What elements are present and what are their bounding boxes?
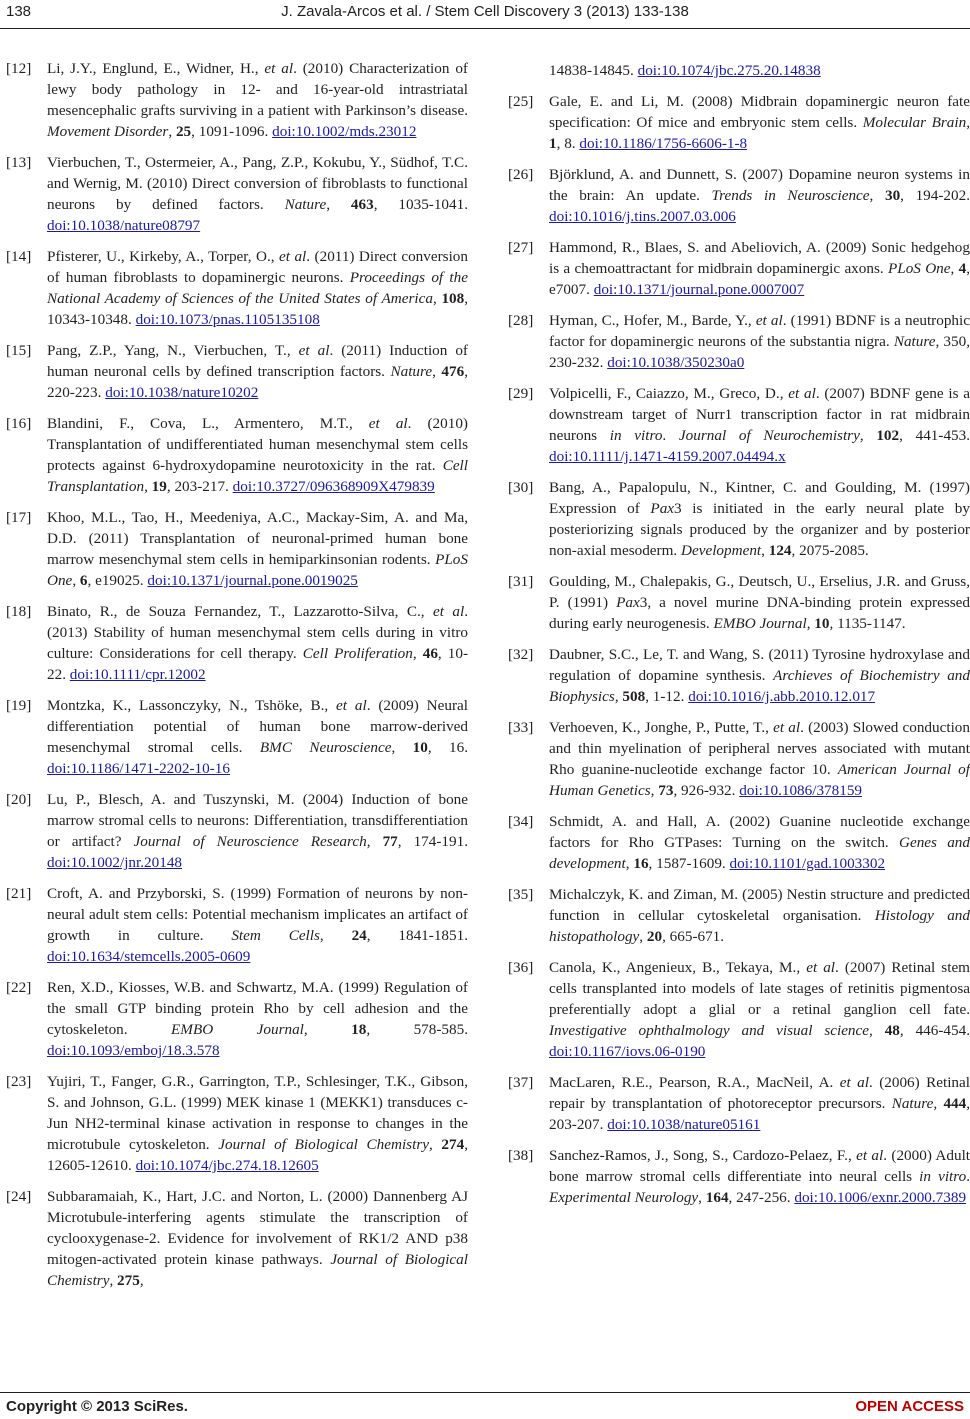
journal-name: EMBO Journal — [171, 1021, 304, 1038]
reference-number: [35] — [508, 886, 534, 903]
journal-name: Stem Cells — [231, 927, 320, 944]
journal-name: Trends in Neuroscience — [711, 187, 870, 204]
reference-item: [30] Bang, A., Papalopulu, N., Kintner, C. and Goulding, M. (1997) Expression of Pax3 is initiated in the early neural plate by posteriorizing signals produced by the organizer and by posterior non-axial mesoderm. Development, 124, 2075-2085. — [508, 479, 970, 559]
separator: , — [303, 1021, 352, 1038]
volume: 20 — [646, 928, 663, 945]
separator: , — [933, 1095, 944, 1112]
reference-item — [6, 977, 468, 1061]
reference-title: . (2013) Stability of human mesenchymal stem cells during in vitro culture: Considerations for cell therapy. — [47, 603, 468, 662]
reference-authors-title: Gale, E. and Li, M. (2008) Midbrain dopaminergic neuron fate specification: Of mice and embryonic stem cells. — [549, 93, 970, 131]
volume: 508 — [622, 688, 646, 705]
volume: 10 — [412, 739, 428, 756]
reference-title: 3, a novel murine DNA-binding protein expressed during early neurogenesis. — [549, 594, 970, 632]
header-rule — [0, 28, 970, 29]
open-access-label: OPEN ACCESS — [855, 1398, 964, 1415]
reference-item: [28] Hyman, C., Hofer, M., Barde, Y., et al. (1991) BDNF is a neutrophic factor for dopaminergic neurons of the substantia nigra. Nature, 350, 230-232. doi:10.1038/350230a0 — [508, 312, 970, 371]
volume: 1 — [549, 135, 557, 152]
et-al: et al — [279, 248, 307, 265]
reference-item — [508, 644, 970, 707]
doi-link[interactable]: doi:10.1016/j.tins.2007.03.006 — [549, 208, 736, 225]
reference-number: [22] — [6, 979, 32, 996]
reference-title: . (2010) Characterization of lewy body pathology in 12- and 16-year-old intrastriatal mesencephalic grafts surviving in a patient with Parkinson’s disease. — [47, 60, 468, 119]
volume: 274 — [441, 1136, 465, 1153]
separator: . — [966, 1168, 970, 1185]
footer-rule — [0, 1392, 970, 1393]
reference-item — [508, 957, 970, 1062]
reference-number: [14] — [6, 248, 32, 265]
reference-number: [19] — [6, 697, 32, 714]
reference-item — [508, 164, 970, 227]
separator: , — [428, 1136, 442, 1153]
reference-authors-title: Khoo, M.L., Tao, H., Meedeniya, A.C., Mackay-Sim, A. and Ma, D.D. (2011) Transplantation of neuronal-primed human bone marrow mesenchymal stem cells in hemiparkinsonian rodents. — [47, 509, 468, 568]
volume: 73 — [658, 782, 674, 799]
reference-number: [28] — [508, 312, 534, 329]
journal-name: PLoS One — [47, 551, 468, 589]
pages: , 1035-1041. — [373, 196, 469, 213]
reference-item — [508, 717, 970, 801]
reference-number: [13] — [6, 154, 32, 171]
separator: , — [432, 290, 442, 307]
separator: , — [366, 833, 383, 850]
reference-title: . (2011) Direct conversion of human fibroblasts to dopaminergic neurons. — [47, 248, 468, 286]
doi-link[interactable]: doi:10.1016/j.abb.2010.12.017 — [688, 688, 876, 705]
et-al: et al — [839, 1074, 869, 1091]
reference-item — [508, 884, 970, 947]
doi-link[interactable]: doi:10.1111/cpr.12002 — [69, 666, 206, 683]
journal-name: Development — [681, 542, 762, 559]
reference-authors-title: Björklund, A. and Dunnett, S. (2007) Dopamine neuron systems in the brain: An update. — [549, 166, 970, 204]
reference-item: [29] Volpicelli, F., Caiazzo, M., Greco, D., et al. (2007) BDNF gene is a downstream target of Nurr1 transcription factor in rat midbrain neurons in vitro. Journal of Neurochemistry, 102, 441-453. doi:10.1111/j.1471-4159.2007.04494.x — [508, 385, 970, 465]
journal-name: Nature — [891, 1095, 934, 1112]
doi-link[interactable]: doi:10.1111/j.1471-4159.2007.04494.x — [549, 448, 786, 465]
et-al: et al — [264, 60, 294, 77]
pages: 14838-14845. — [549, 62, 638, 79]
reference-number: [25] — [508, 93, 534, 110]
reference-number: [26] — [508, 166, 534, 183]
et-al: et al — [788, 385, 816, 402]
journal-name: Journal of Biological Chemistry — [218, 1136, 429, 1153]
reference-title: . (2000) Adult bone marrow stromal cells differentiate into neural cells — [549, 1147, 970, 1185]
doi-link[interactable]: doi:10.1074/jbc.274.18.12605 — [135, 1157, 319, 1174]
journal-name: Cell Transplantation — [47, 457, 468, 495]
reference-authors-title: Goulding, M., Chalepakis, G., Deutsch, U., Erselius, J.R. and Gruss, P. (1991) — [549, 573, 970, 611]
separator: , — [966, 114, 970, 131]
doi-link[interactable]: doi:10.1006/exnr.2000.7389 — [794, 1189, 967, 1206]
separator: , — [950, 260, 959, 277]
reference-authors-title: Li, J.Y., Englund, E., Widner, H., — [47, 60, 265, 77]
pages: , 10-22. — [47, 645, 469, 683]
reference-continuation — [508, 60, 970, 81]
reference-authors-title: Lu, P., Blesch, A. and Tuszynski, M. (2004) Induction of bone marrow stromal cells to neurons: Differentiation, transdifferentiation or artifact? — [47, 791, 468, 850]
reference-authors-title: Hammond, R., Blaes, S. and Abeliovich, A. (2009) Sonic hedgehog is a chemoattractant for midbrain dopaminergic axons. — [549, 239, 970, 277]
separator: , — [109, 1272, 118, 1289]
journal-name: in vitro — [609, 427, 663, 444]
pages: , 1841-1851. — [366, 927, 468, 944]
volume: 164 — [705, 1189, 729, 1206]
volume: 77 — [382, 833, 398, 850]
pages: , 441-453. — [899, 427, 970, 444]
reference-authors-title: Schmidt, A. and Hall, A. (2002) Guanine nucleotide exchange factors for Rho GTPases: Turning on the switch. — [549, 813, 970, 851]
doi-link[interactable]: doi:10.1002/jnr.20148 — [47, 854, 183, 871]
reference-number: [36] — [508, 959, 534, 976]
separator: . — [662, 427, 679, 444]
separator: , — [319, 927, 352, 944]
left-column — [6, 58, 468, 1301]
separator: , — [869, 1022, 885, 1039]
reference-number: [16] — [6, 415, 32, 432]
reference-item — [6, 1186, 468, 1291]
reference-number: [17] — [6, 509, 32, 526]
reference-number: [32] — [508, 646, 534, 663]
pages: , 926-932. — [673, 782, 740, 799]
pages: , 1587-1609. — [648, 855, 730, 872]
reference-number: [38] — [508, 1147, 534, 1164]
pages: , 446-454. — [899, 1022, 970, 1039]
pages: , 247-256. — [728, 1189, 795, 1206]
separator: , — [326, 196, 351, 213]
journal-name: Nature — [390, 363, 433, 380]
reference-item — [6, 413, 468, 497]
doi-link[interactable]: doi:10.1101/gad.1003302 — [729, 855, 886, 872]
separator: , — [869, 187, 885, 204]
volume: 463 — [350, 196, 374, 213]
journal-name: in vitro — [919, 1168, 967, 1185]
volume: 102 — [876, 427, 900, 444]
reference-item — [508, 811, 970, 874]
reference-title: . (2007) BDNF gene is a downstream target of Nurr1 transcription factor in rat midbrain neurons — [549, 385, 970, 444]
volume: 275 — [117, 1272, 140, 1289]
volume: 476 — [441, 363, 465, 380]
reference-authors-title: Michalczyk, K. and Ziman, M. (2005) Nestin structure and predicted function in cellular cytoskeletal organisation. — [549, 886, 970, 924]
journal-name: Archieves of Biochemistry and Biophysics — [549, 667, 970, 705]
volume: 124 — [768, 542, 792, 559]
reference-authors-title: Bang, A., Papalopulu, N., Kintner, C. and Goulding, M. (1997) Expression of — [549, 479, 970, 517]
reference-number: [29] — [508, 385, 534, 402]
reference-title: . (1991) BDNF is a neutrophic factor for dopaminergic neurons of the substantia nigra. — [549, 312, 970, 350]
volume: 46 — [422, 645, 438, 662]
separator: , — [639, 928, 647, 945]
pages: , 220-223. — [47, 363, 468, 401]
reference-number: [12] — [6, 60, 32, 77]
reference-item — [6, 246, 468, 330]
reference-title: . (2007) Retinal stem cells transplanted into models of late stages of retinitis pigmentosa preferentially adopt a glial or a retinal ganglion cell fate. — [549, 959, 970, 1018]
et-al: et al — [368, 415, 408, 432]
journal-name: Movement Disorder — [47, 123, 169, 140]
reference-title: . (2010) Transplantation of undifferentiated human mesenchymal stem cells protects against 6-hydroxydopamine neurotoxicity in the rat. — [47, 415, 468, 474]
reference-authors-title: Subbaramaiah, K., Hart, J.C. and Norton, L. (2000) Dannenberg AJ Microtubule-interfering agents stimulate the transcription of cyclooxygenase-2. Evidence for involvement of RK1/2 AND p38 mitogen-activated protein kinase pathways. — [47, 1188, 468, 1268]
journal-name: Journal of Neurochemistry — [678, 427, 860, 444]
reference-item — [508, 91, 970, 154]
reference-item — [6, 1071, 468, 1176]
reference-number: [20] — [6, 791, 32, 808]
reference-authors-title: Blandini, F., Cova, L., Armentero, M.T., — [47, 415, 369, 432]
doi-link[interactable]: doi:10.1186/1471-2202-10-16 — [47, 760, 230, 777]
et-al: et al — [856, 1147, 884, 1164]
journal-name: PLoS One — [887, 260, 951, 277]
journal-name: Molecular Brain — [862, 114, 967, 131]
journal-name: BMC Neuroscience — [259, 739, 392, 756]
reference-item: [38] Sanchez-Ramos, J., Song, S., Cardozo-Pelaez, F., et al. (2000) Adult bone marrow stromal cells differentiate into neural cells in vitro. Experimental Neurology, 164, 247-256. doi:10.1006/exnr.2000.7389 — [508, 1147, 970, 1206]
journal-name: Proceedings of the National Academy of Sciences of the United States of America — [47, 269, 468, 307]
reference-authors-title: Ren, X.D., Kiosses, W.B. and Schwartz, M.A. (1999) Regulation of the small GTP binding protein Rho by cell adhesion and the cytoskeleton. — [47, 979, 468, 1038]
journal-name: Pax — [616, 594, 640, 611]
doi-link[interactable]: doi:10.1371/journal.pone.0019025 — [147, 572, 358, 589]
journal-name: Histology and histopathology — [549, 907, 970, 945]
right-column — [508, 60, 970, 1218]
reference-authors-title: Pfisterer, U., Kirkeby, A., Torper, O., — [47, 248, 280, 265]
reference-item — [6, 58, 468, 142]
reference-number: [21] — [6, 885, 32, 902]
volume: 48 — [884, 1022, 900, 1039]
pages: , 203-217. — [166, 478, 233, 495]
pages: , 16. — [427, 739, 469, 756]
et-al: et al — [773, 719, 801, 736]
pages: , — [139, 1272, 144, 1289]
volume: 24 — [351, 927, 367, 944]
doi-link[interactable]: doi:10.3727/096368909X479839 — [232, 478, 435, 495]
volume: 25 — [175, 123, 192, 140]
journal-name: EMBO Journal — [713, 615, 807, 632]
reference-authors-title: Hyman, C., Hofer, M., Barde, Y., — [549, 312, 756, 329]
separator: , — [391, 739, 413, 756]
reference-item — [6, 789, 468, 873]
copyright: Copyright © 2013 SciRes. — [6, 1398, 188, 1415]
reference-number: [18] — [6, 603, 32, 620]
et-al: et al — [298, 342, 330, 359]
journal-name: Pax — [650, 500, 675, 517]
volume: 30 — [884, 187, 901, 204]
pages: , 174-191. — [397, 833, 469, 850]
reference-title: . (2009) Neural differentiation potential of human bone marrow-derived mesenchymal stromal cells. — [47, 697, 469, 756]
reference-authors-title: Volpicelli, F., Caiazzo, M., Greco, D., — [549, 385, 789, 402]
journal-name: Genes and development — [549, 834, 970, 872]
reference-item — [6, 695, 468, 779]
reference-title: 3 is initiated in the early neural plate by posteriorizing signals produced by the organizer and by posterior non-axial mesoderm. — [549, 500, 970, 559]
volume: 19 — [151, 478, 167, 495]
pages: , e7007. — [549, 260, 970, 298]
volume: 6 — [79, 572, 88, 589]
doi-link[interactable]: doi:10.1186/1756-6606-1-8 — [579, 135, 748, 152]
reference-number: [27] — [508, 239, 534, 256]
separator: , — [412, 645, 423, 662]
reference-number: [30] — [508, 479, 534, 496]
journal-name: Journal of Neuroscience Research — [133, 833, 367, 850]
volume: 16 — [633, 855, 649, 872]
reference-title: . (2003) Slowed conduction and thin myelination of peripheral nerves associated with mutant Rho guanine-nucleotide exchange factor 10. — [549, 719, 970, 778]
doi-link[interactable]: doi:10.1038/nature05161 — [607, 1116, 761, 1133]
pages: , 665-671. — [662, 928, 725, 945]
reference-authors-title: Canola, K., Angenieux, B., Tekaya, M., — [549, 959, 807, 976]
doi-link[interactable]: doi:10.1074/jbc.275.20.14838 — [637, 62, 821, 79]
pages: , 1-12. — [645, 688, 689, 705]
doi-link[interactable]: doi:10.1086/378159 — [739, 782, 863, 799]
pages: , 194-202. — [900, 187, 970, 204]
doi-link[interactable]: doi:10.1634/stemcells.2005-0609 — [47, 948, 251, 965]
reference-item — [6, 883, 468, 967]
separator: , — [614, 688, 623, 705]
journal-name: Nature — [893, 333, 936, 350]
separator: , — [72, 572, 80, 589]
pages: , 10343-10348. — [47, 290, 469, 328]
separator: , — [432, 363, 442, 380]
pages: , 578-585. — [366, 1021, 468, 1038]
reference-authors-title: Pang, Z.P., Yang, N., Vierbuchen, T., — [47, 342, 299, 359]
reference-authors-title: Sanchez-Ramos, J., Song, S., Cardozo-Pelaez, F., — [549, 1147, 857, 1164]
volume: 4 — [958, 260, 967, 277]
pages: , 8. — [556, 135, 580, 152]
separator: , — [650, 782, 659, 799]
reference-title: . (2011) Induction of human neuronal cells by defined transcription factors. — [47, 342, 468, 380]
separator: , — [144, 478, 152, 495]
reference-number: [23] — [6, 1073, 32, 1090]
doi-link[interactable]: doi:10.1038/350230a0 — [607, 354, 745, 371]
pages: , e19025. — [87, 572, 148, 589]
reference-number: [34] — [508, 813, 534, 830]
reference-authors-title: Daubner, S.C., Le, T. and Wang, S. (2011) Tyrosine hydroxylase and regulation of dopamine synthesis. — [549, 646, 970, 684]
pages: , 1091-1096. — [191, 123, 273, 140]
running-head: J. Zavala-Arcos et al. / Stem Cell Discovery 3 (2013) 133-138 — [281, 3, 689, 20]
reference-authors-title: Yujiri, T., Fanger, G.R., Garrington, T.P., Schlesinger, T.K., Gibson, S. and Johnson, G.L. (1999) MEK kinase 1 (MEKK1) transduces c-Jun NH2-terminal kinase activation in response to changes in the microtubule cytoskeleton. — [47, 1073, 468, 1153]
reference-number: [24] — [6, 1188, 32, 1205]
reference-item — [6, 340, 468, 403]
pages: 350, 230-232. — [549, 333, 970, 371]
reference-authors-title: Verhoeven, K., Jonghe, P., Putte, T., — [549, 719, 774, 736]
page-number: 138 — [6, 3, 32, 20]
reference-item — [508, 1072, 970, 1135]
et-al: et al — [806, 959, 836, 976]
doi-link[interactable]: doi:10.1093/emboj/18.3.578 — [47, 1042, 220, 1059]
page-header — [0, 0, 970, 30]
reference-authors-title: Croft, A. and Przyborski, S. (1999) Formation of neurons by non-neural adult stem cells: Potential mechanism implicates an artifact of growth in culture. — [47, 885, 468, 944]
reference-authors-title: Montzka, K., Lassonczyky, N., Tshöke, B., — [47, 697, 337, 714]
reference-authors-title: Vierbuchen, T., Ostermeier, A., Pang, Z.P., Kokubu, Y., Südhof, T.C. and Wernig, M. (2010) Direct conversion of fibroblasts to functional neurons by defined factors. — [47, 154, 468, 213]
pages: , 2075-2085. — [791, 542, 869, 559]
journal-name: Cell Proliferation — [302, 645, 413, 662]
doi-link[interactable]: doi:10.1038/nature08797 — [47, 217, 201, 234]
journal-name: Nature — [284, 196, 327, 213]
journal-name: Investigative ophthalmology and visual science — [549, 1022, 870, 1039]
separator: , — [625, 855, 634, 872]
volume: 18 — [351, 1021, 367, 1038]
reference-item — [6, 601, 468, 685]
reference-item — [508, 237, 970, 300]
reference-item — [6, 507, 468, 591]
reference-authors-title: Binato, R., de Souza Fernandez, T., Lazzarotto-Silva, C., — [47, 603, 433, 620]
reference-item — [6, 152, 468, 236]
doi-link[interactable]: doi:10.1002/mds.23012 — [272, 123, 417, 140]
journal-name: American Journal of Human Genetics — [549, 761, 970, 799]
doi-link[interactable]: doi:10.1167/iovs.06-0190 — [549, 1043, 706, 1060]
pages: , 12605-12610. — [47, 1136, 468, 1174]
et-al: et al — [336, 697, 367, 714]
journal-name: Journal of Biological Chemistry — [47, 1251, 468, 1289]
reference-number: [31] — [508, 573, 534, 590]
pages: , 1135-1147. — [829, 615, 906, 632]
et-al: et al — [755, 312, 783, 329]
journal-name: Experimental Neurology — [549, 1189, 699, 1206]
volume: 444 — [943, 1095, 967, 1112]
volume: 108 — [441, 290, 465, 307]
separator: , — [168, 123, 176, 140]
volume: 10 — [814, 615, 830, 632]
reference-item: [31] Goulding, M., Chalepakis, G., Deutsch, U., Erselius, J.R. and Gruss, P. (1991) Pax3, a novel murine DNA-binding protein expressed during early neurogenesis. EMBO Journal, 10, 1135-1147. — [508, 573, 970, 632]
reference-number: [33] — [508, 719, 534, 736]
reference-title: . (2006) Retinal repair by transplantation of photoreceptor precursors. — [549, 1074, 970, 1112]
pages: , 203-207. — [549, 1095, 970, 1133]
reference-number: [37] — [508, 1074, 534, 1091]
doi-link[interactable]: doi:10.1038/nature10202 — [105, 384, 259, 401]
doi-link[interactable]: doi:10.1371/journal.pone.0007007 — [593, 281, 805, 298]
reference-number: [15] — [6, 342, 32, 359]
doi-link[interactable]: doi:10.1073/pnas.1105135108 — [135, 311, 320, 328]
et-al: et al — [433, 603, 465, 620]
reference-authors-title: MacLaren, R.E., Pearson, R.A., MacNeil, A. — [549, 1074, 840, 1091]
